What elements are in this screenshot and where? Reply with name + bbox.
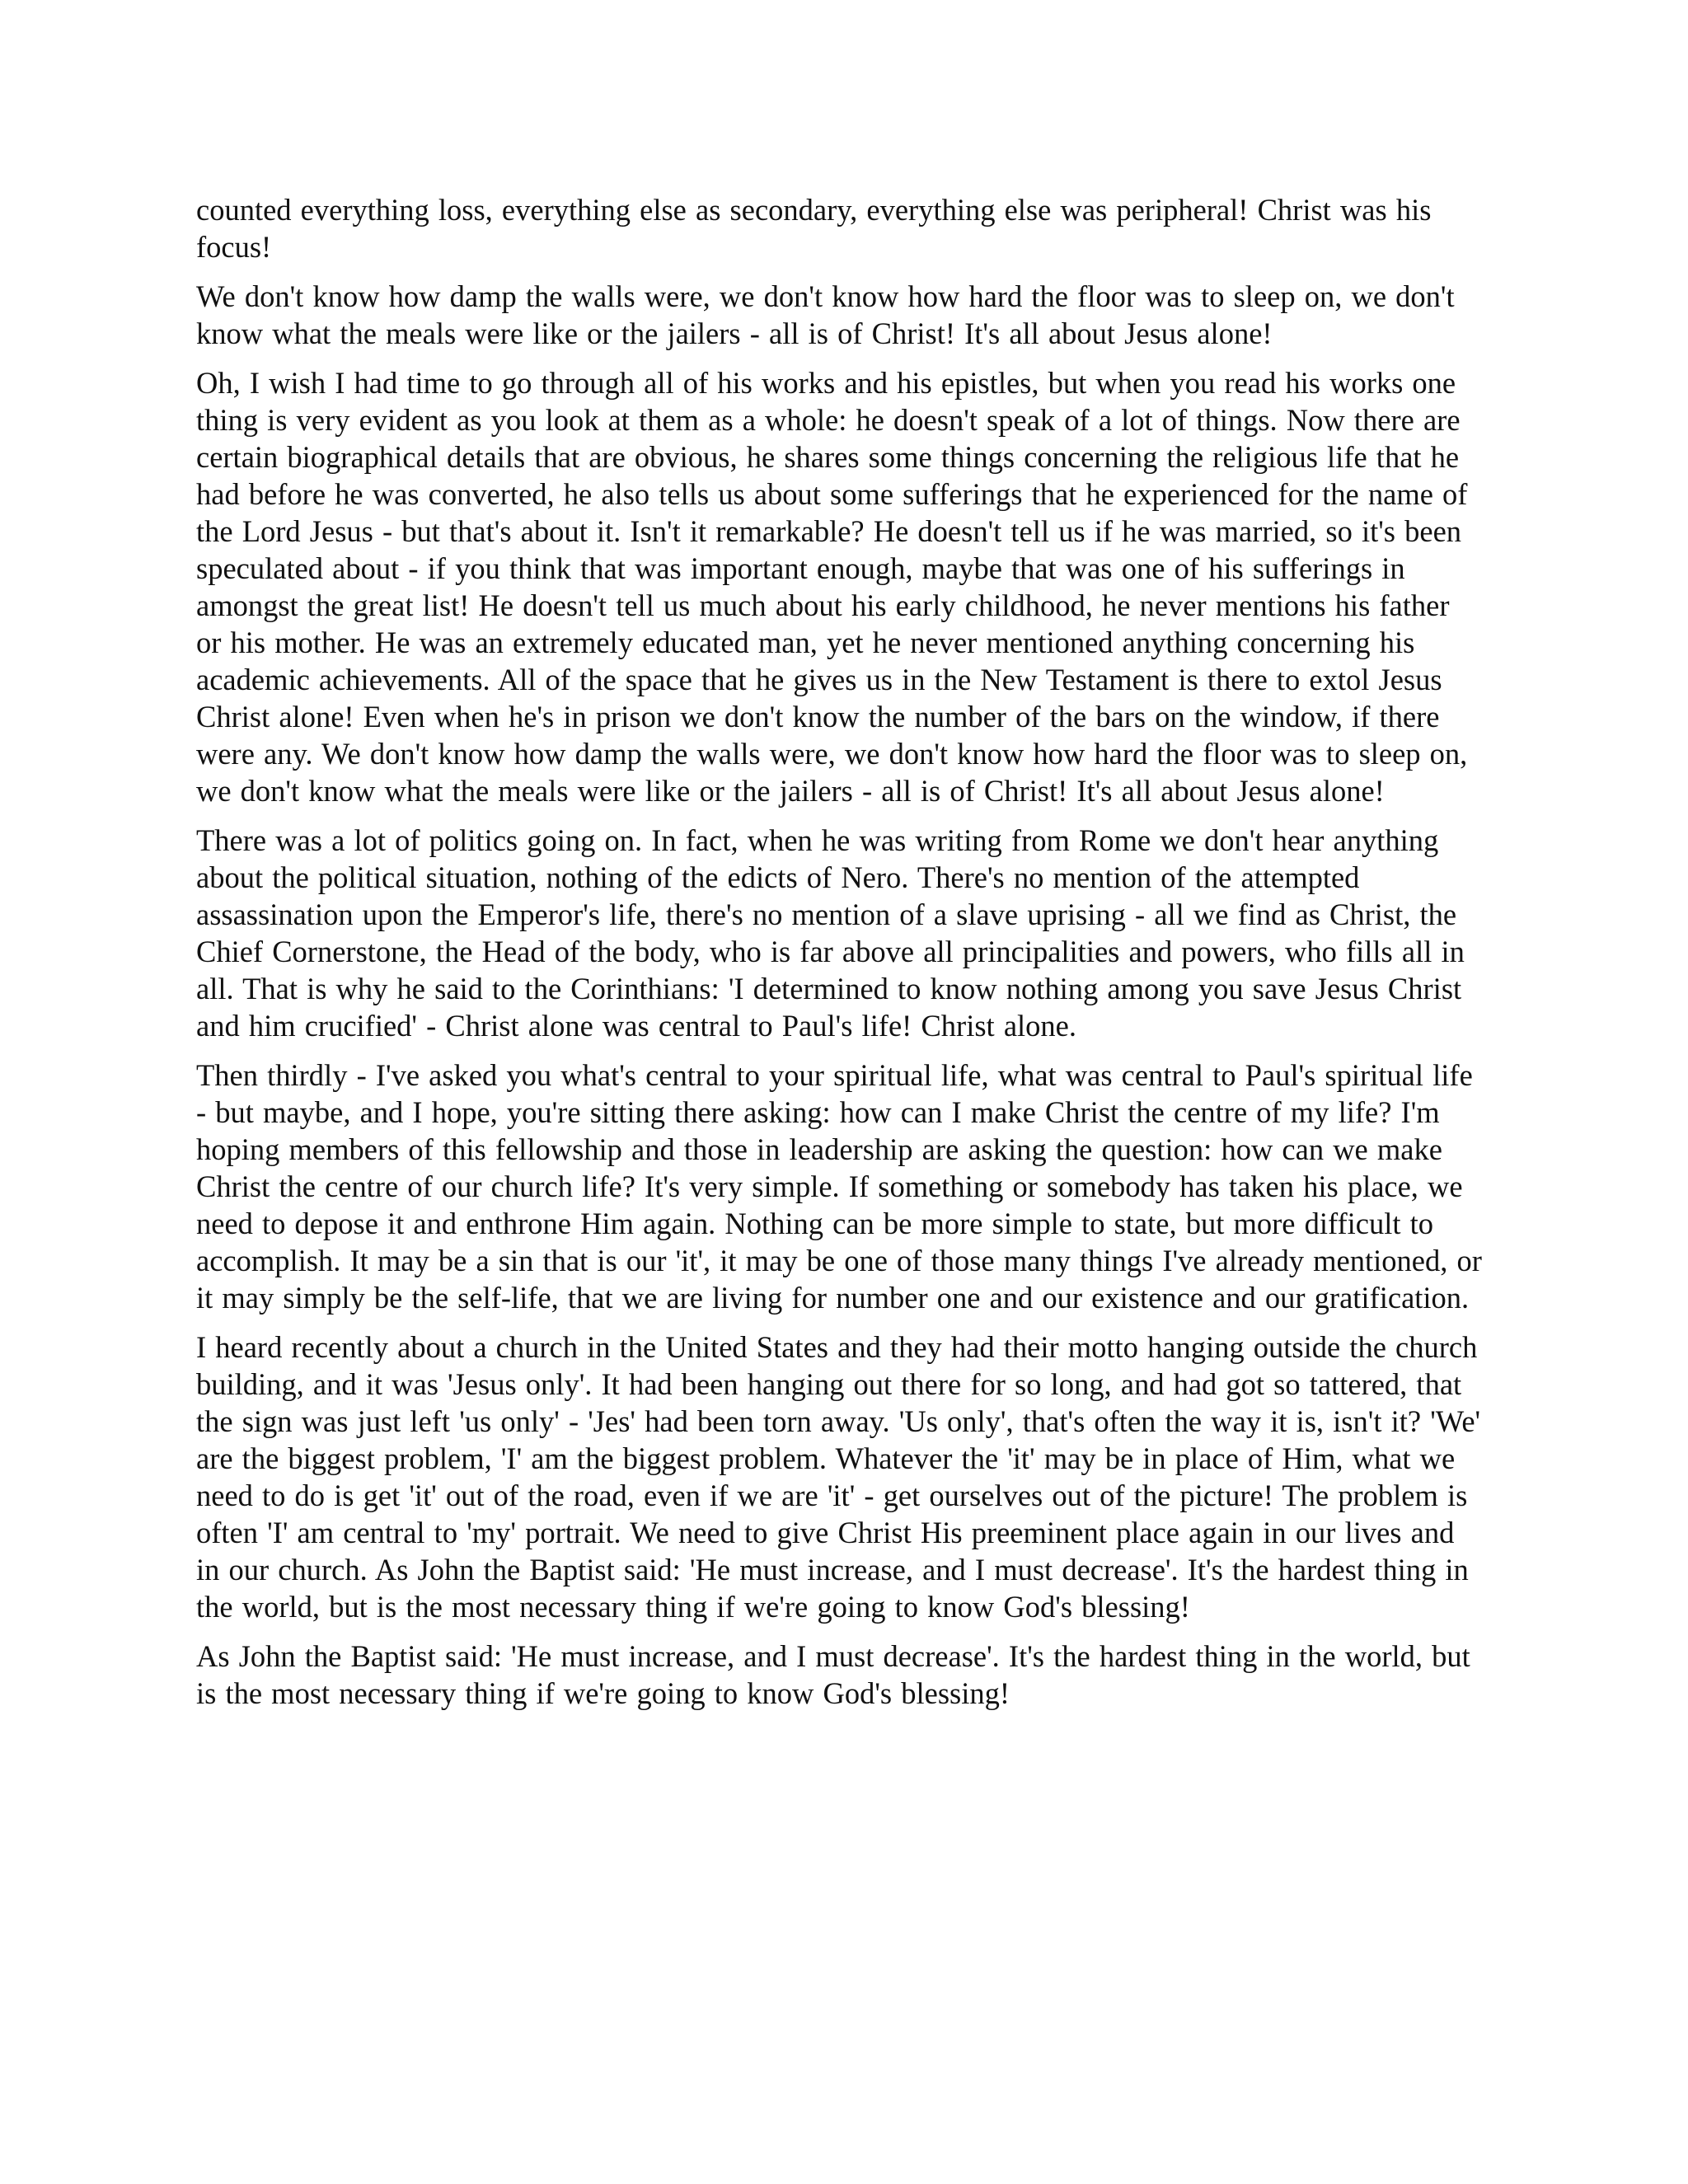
paragraph-6: I heard recently about a church in the United States and they had their motto hanging outside the church building, and it was 'Jesus only'. It had been hanging out there for so long, and had got so tattered, that the sign was just left 'us only' - 'Jes' had been torn away. 'Us only', that's often the way it is, isn't it? 'We' are the biggest problem, 'I' am the biggest problem. Whatever the 'it' may be in place of Him, what we need to do is get 'it' out of the road, even if we are 'it' - get ourselves out of the picture! The problem is often 'I' am central to 'my' portrait. We need to give Christ His preeminent place again in our lives and in our church. As John the Baptist said: 'He must increase, and I must decrease'. It's the hardest thing in the world, but is the most necessary thing if we're going to know God's blessing! xyxy=(196,1330,1481,1624)
document-body xyxy=(196,191,1482,1724)
paragraph-3: Oh, I wish I had time to go through all of his works and his epistles, but when you read his works one thing is very evident as you look at them as a whole: he doesn't speak of a lot of things. Now there are certain biographical details that are obvious, he shares some things concerning the religious life that he had before he was converted, he also tells us about some sufferings that he experienced for the name of the Lord Jesus - but that's about it. Isn't it remarkable? He doesn't tell us if he was married, so it's been speculated about - if you think that was important enough, maybe that was one of his sufferings in amongst the great list! He doesn't tell us much about his early childhood, he never mentions his father or his mother. He was an extremely educated man, yet he never mentioned anything concerning his academic achievements. All of the space that he gives us in the New Testament is there to extol Jesus Christ alone! Even when he's in prison we don't know the number of the bars on the window, if there were any. We don't know how damp the walls were, we don't know how hard the floor was to sleep on, we don't know what the meals were like or the jailers - all is of Christ! It's all about Jesus alone! xyxy=(196,366,1468,808)
paragraph-1: counted everything loss, everything else as secondary, everything else was peripheral! Christ was his focus! xyxy=(196,193,1432,264)
paragraph-7: As John the Baptist said: 'He must increase, and I must decrease'. It's the hardest thing in the world, but is the most necessary thing if we're going to know God's blessing! xyxy=(196,1639,1470,1710)
paragraph-5: Then thirdly - I've asked you what's central to your spiritual life, what was central to Paul's spiritual life - but maybe, and I hope, you're sitting there asking: how can I make Christ the centre of my life? I'm hoping members of this fellowship and those in leadership are asking the question: how can we make Christ the centre of our church life? It's very simple. If something or somebody has taken his place, we need to depose it and enthrone Him again. Nothing can be more simple to state, but more difficult to accomplish. It may be a sin that is our 'it', it may be one of those many things I've already mentioned, or it may simply be the self-life, that we are living for number one and our existence and our gratification. xyxy=(196,1058,1482,1315)
paragraph-2: We don't know how damp the walls were, we don't know how hard the floor was to sleep on, we don't know what the meals were like or the jailers - all is of Christ! It's all about Jesus alone! xyxy=(196,279,1455,350)
paragraph-4: There was a lot of politics going on. In fact, when he was writing from Rome we don't hear anything about the political situation, nothing of the edicts of Nero. There's no mention of the attempted assassination upon the Emperor's life, there's no mention of a slave uprising - all we find as Christ, the Chief Cornerstone, the Head of the body, who is far above all principalities and powers, who fills all in all. That is why he said to the Corinthians: 'I determined to know nothing among you save Jesus Christ and him crucified' - Christ alone was central to Paul's life! Christ alone. xyxy=(196,823,1465,1043)
